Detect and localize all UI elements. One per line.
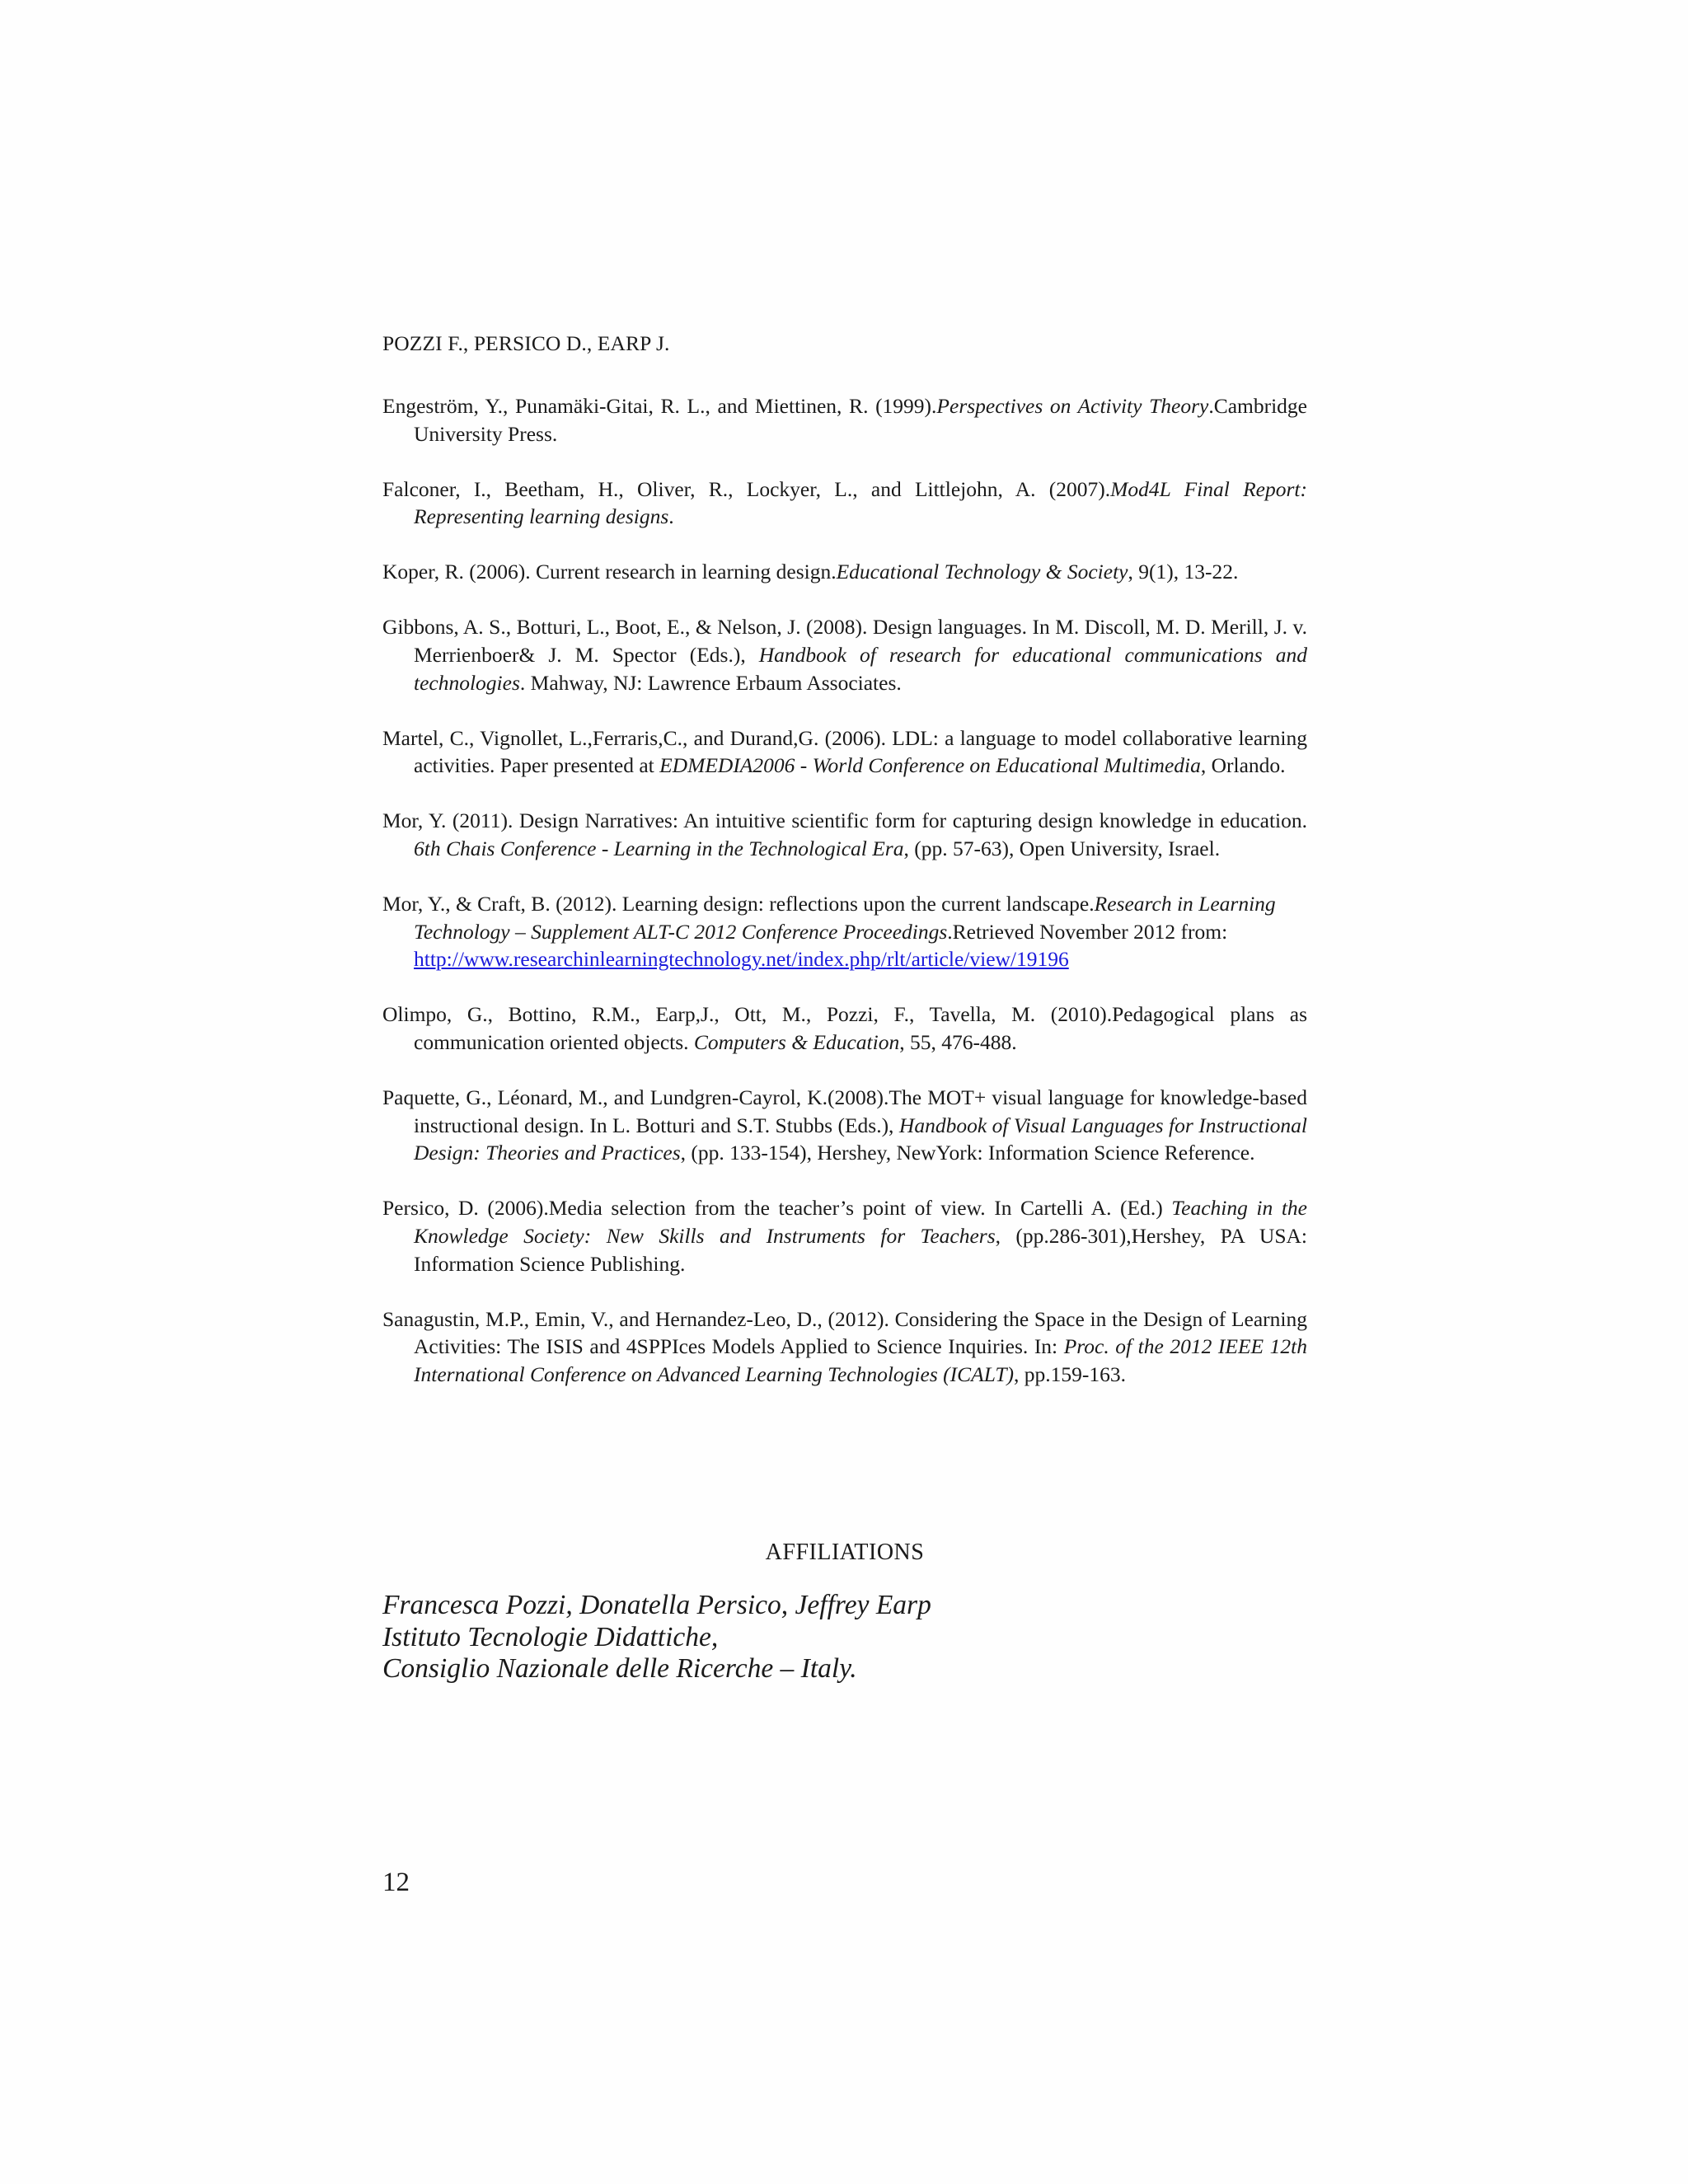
ref-text: Paquette, G., Léonard, M., and Lundgren-Cayrol, K.(2008).The MOT+ visual language for knowledge-based instructional design. In L. Botturi and S.T. Stubbs (Eds.),: [382, 1085, 1307, 1137]
reference-mor-2012: [382, 890, 1307, 973]
ref-text: Mor, Y. (2011). Design Narratives: An intuitive scientific form for capturing design knowledge in education.: [382, 808, 1307, 833]
reference-persico: [382, 1194, 1307, 1277]
ref-text: Koper, R. (2006). Current research in learning design.: [382, 560, 837, 584]
ref-title: Handbook of research for educational communications and technologies: [414, 643, 1307, 695]
ref-text: , pp.159-163.: [1014, 1361, 1127, 1386]
ref-title: Handbook of Visual Languages for Instructional Design: Theories and Practices: [414, 1113, 1307, 1165]
ref-text: Engeström, Y., Punamäki-Gitai, R. L., and Miettinen, R. (1999).: [382, 394, 937, 418]
ref-title: Perspectives on Activity Theory: [936, 394, 1209, 418]
reference-koper: [382, 558, 1307, 586]
reference-list: [382, 392, 1307, 1416]
council-name: Consiglio Nazionale delle Ricerche – Italy.: [382, 1653, 857, 1684]
ref-text: , (pp. 133-154), Hershey, NewYork: Information Science Reference.: [680, 1141, 1255, 1165]
ref-text: .: [668, 504, 674, 529]
reference-paquette: [382, 1084, 1307, 1167]
page-number: 12: [382, 1868, 410, 1897]
ref-title: Educational Technology & Society: [836, 560, 1128, 584]
affiliations-heading: AFFILIATIONS: [765, 1540, 925, 1565]
reference-martel: [382, 724, 1307, 780]
ref-text: Falconer, I., Beetham, H., Oliver, R., Lockyer, L., and Littlejohn, A. (2007).: [382, 476, 1111, 501]
ref-text: , (pp.286-301),Hershey, PA USA: Information Science Publishing.: [414, 1223, 1308, 1276]
affiliation-block: [382, 1590, 931, 1685]
ref-text: Gibbons, A. S., Botturi, L., Boot, E., & Nelson, J. (2008). Design languages. In M. Discoll, M. D. Merill, J. v. Merrienboer& J. M. Spector (Eds.),: [382, 615, 1307, 668]
reference-engestrom: [382, 392, 1307, 448]
ref-title: Teaching in the Knowledge Society: New Skills and Instruments for Teachers: [414, 1196, 1307, 1248]
ref-title: Mod4L Final Report: Representing learning designs: [414, 476, 1307, 529]
ref-text: Persico, D. (2006).Media selection from the teacher’s point of view. In Cartelli A. (Ed.): [382, 1196, 1172, 1221]
ref-text: Martel, C., Vignollet, L.,Ferraris,C., and Durand,G. (2006). LDL: a language to model collaborative learning activities. Paper presented at: [382, 725, 1307, 778]
reference-sanagustin: [382, 1305, 1307, 1389]
ref-text: , Orlando.: [1200, 753, 1286, 778]
ref-title: Research in Learning Technology – Supplement ALT-C 2012 Conference Proceedings: [414, 892, 1276, 944]
ref-text: Olimpo, G., Bottino, R.M., Earp,J., Ott, M., Pozzi, F., Tavella, M. (2010).Pedagogical plans as communication oriented objects.: [382, 1002, 1307, 1054]
ref-text: .Cambridge University Press.: [414, 394, 1307, 446]
running-head: POZZI F., PERSICO D., EARP J.: [382, 331, 670, 355]
reference-url-link[interactable]: http://www.researchinlearningtechnology.net/index.php/rlt/article/view/19196: [414, 947, 1069, 972]
ref-text: .Retrieved November 2012 from:: [947, 919, 1228, 944]
ref-title: 6th Chais Conference - Learning in the Technological Era: [414, 837, 904, 861]
reference-mor-2011: [382, 807, 1307, 862]
ref-title: EDMEDIA2006 - World Conference on Educational Multimedia: [659, 753, 1201, 778]
ref-text: , 9(1), 13-22.: [1128, 560, 1239, 584]
ref-text: Mor, Y., & Craft, B. (2012). Learning design: reflections upon the current landscape.: [382, 892, 1095, 916]
ref-text: , (pp. 57-63), Open University, Israel.: [903, 837, 1221, 861]
reference-falconer: [382, 476, 1307, 531]
ref-title: Computers & Education: [693, 1030, 900, 1054]
reference-olimpo: [382, 1001, 1307, 1056]
ref-title: Proc. of the 2012 IEEE 12th International Conference on Advanced Learning Technologies (ICALT): [414, 1334, 1307, 1386]
ref-text: , 55, 476-488.: [899, 1030, 1017, 1054]
ref-text: Sanagustin, M.P., Emin, V., and Hernandez-Leo, D., (2012). Considering the Space in the Design of Learning Activities: The ISIS and 4SPPIces Models Applied to Science Inquiries. In:: [382, 1306, 1307, 1359]
ref-text: . Mahway, NJ: Lawrence Erbaum Associates.: [519, 670, 902, 695]
institute-name: Istituto Tecnologie Didattiche,: [382, 1621, 719, 1652]
author-names: Francesca Pozzi, Donatella Persico, Jeffrey Earp: [382, 1590, 931, 1620]
reference-gibbons: [382, 613, 1307, 696]
